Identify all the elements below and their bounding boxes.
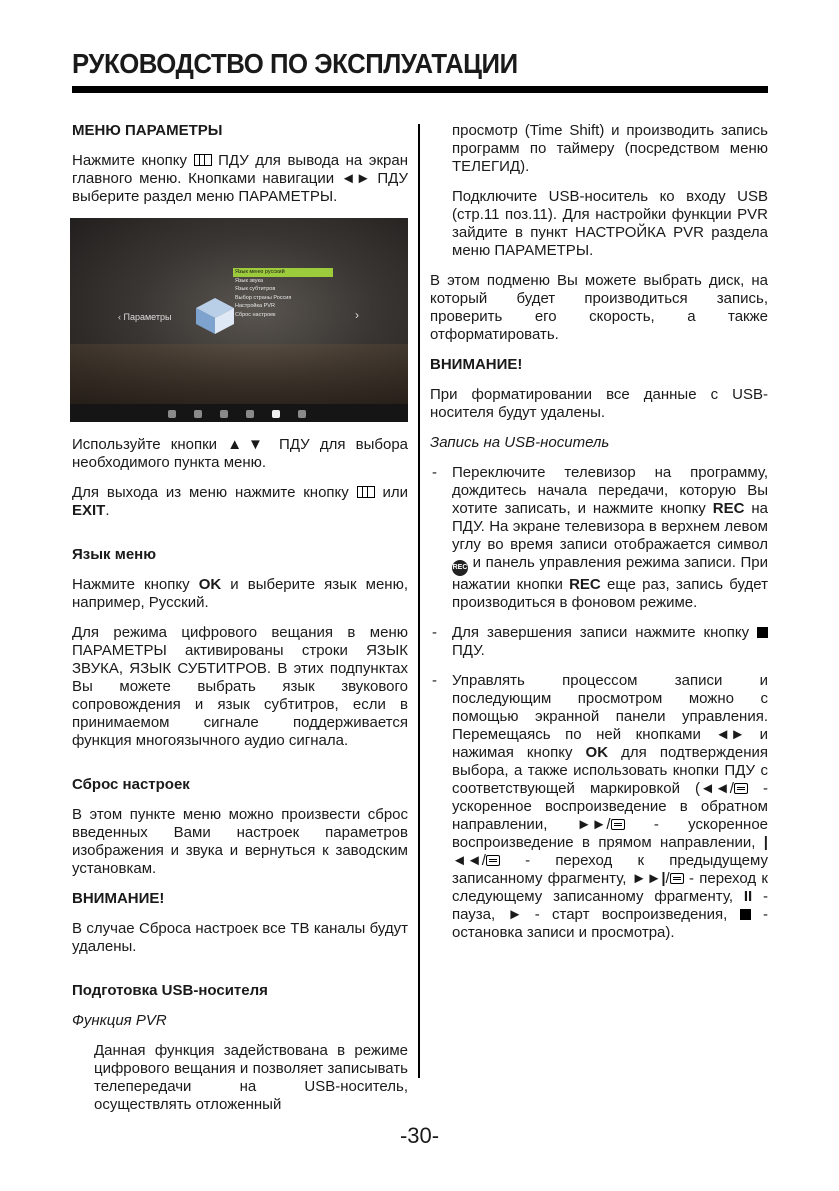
teletext-button-icon: [670, 873, 684, 884]
heading-warning: ВНИМАНИЕ!: [430, 356, 523, 373]
heading-language: Язык меню: [72, 546, 157, 563]
reset-text: В этом пункте меню можно произвести сброс введенных Вами настроек параметров изображения и звука и вернуться к заводским установкам.: [72, 806, 408, 877]
page-title: РУКОВОДСТВО ПО ЭКСПЛУАТАЦИИ: [72, 48, 518, 79]
teletext-button-icon: [611, 819, 625, 830]
screen-dock-bar: [70, 404, 408, 422]
play-icon: ►: [507, 906, 523, 923]
dock-icon: [220, 410, 228, 418]
teletext-button-icon: [734, 783, 748, 794]
language-text: Нажмите кнопку OK и выберите язык меню, например, Русский.: [72, 576, 408, 611]
screen-menu-item: Язык субтитров: [235, 286, 276, 292]
court-floor: [70, 344, 408, 404]
exit-text: Для выхода из меню нажмите кнопку или EXIT.: [72, 484, 408, 519]
dock-icon: [298, 410, 306, 418]
rewind-icon: ◄◄: [700, 780, 730, 797]
tv-menu-screenshot: [70, 218, 408, 422]
usb-connect-text: Подключите USB-носитель ко входу USB (стр.11 поз.11). Для настройки функции PVR зайдите в пункт НАСТРОЙКА PVR раздела меню ПАРАМЕТРЫ.: [452, 188, 768, 259]
heading-reset: Сброс настроек: [72, 776, 190, 793]
pvr-subtitle: Функция PVR: [72, 1012, 167, 1029]
fast-forward-icon: ►►: [576, 816, 607, 833]
params-text: Нажмите кнопку ПДУ для вывода на экран главного меню. Кнопками навигации ◄► ПДУ выберите раздел меню ПАРАМЕТРЫ.: [72, 152, 408, 205]
dock-icon: [246, 410, 254, 418]
digital-text: Для режима цифрового вещания в меню ПАРАМЕТРЫ активированы строки ЯЗЫК ЗВУКА, ЯЗЫК СУБТИТРОВ. В этих подпунктах Вы можете выбрать язык звукового сопровождения и язык субтитров, если в принимаемом сигнале поддерживается функция многоязычного аудио сигнала.: [72, 624, 408, 749]
left-column: [72, 122, 408, 1126]
menu-button-icon: [194, 154, 212, 166]
stop-icon: [740, 909, 751, 920]
teletext-button-icon: [486, 855, 500, 866]
heading-params: МЕНЮ ПАРАМЕТРЫ: [72, 122, 223, 139]
nav-text: Используйте кнопки ▲▼ ПДУ для выбора необходимого пункта меню.: [72, 436, 408, 471]
right-column: [430, 122, 768, 954]
screen-nav-right: ›: [355, 308, 359, 322]
next-icon: ►►|: [631, 870, 666, 887]
pause-icon: II: [743, 888, 753, 905]
column-divider: [418, 124, 420, 1078]
dock-icon: [272, 410, 280, 418]
title-rule: [72, 86, 768, 93]
heading-usb: Подготовка USB-носителя: [72, 982, 268, 999]
screen-menu-item: Выбор страны Россия: [235, 294, 292, 301]
warning-text: В случае Сброса настроек все ТВ каналы будут удалены.: [72, 920, 408, 955]
rec-subtitle: Запись на USB-носитель: [430, 434, 610, 451]
previous-icon: |◄◄: [452, 834, 768, 869]
heading-warning: ВНИМАНИЕ!: [72, 890, 165, 907]
format-warning-text: При форматировании все данные с USB-носителя будут удалены.: [430, 386, 768, 421]
timeshift-text: просмотр (Time Shift) и производить запись программ по таймеру (посредством меню ТЕЛЕГИД).: [452, 122, 768, 175]
pvr-text: Данная функция задействована в режиме цифрового вещания и позволяет записывать телепередачи на USB-носитель, осуществлять отложенный: [94, 1042, 408, 1113]
screen-menu-item: Настройка PVR: [235, 303, 275, 309]
dock-icon: [194, 410, 202, 418]
rec-icon: REC: [452, 560, 468, 576]
screen-menu-item: Язык меню русский: [233, 268, 333, 277]
submenu-text: В этом подменю Вы можете выбрать диск, на который будет производиться запись, проверить его скорость, а также отформатировать.: [430, 272, 768, 343]
list-item: - Управлять процессом записи и последующим просмотром можно с помощью экранной панели управления. Перемещаясь по ней кнопками ◄► и нажимая кнопку OK для подтверждения выбора, а также использовать кнопки ПДУ с соответствующей маркировкой (◄◄/ - ускоренное воспроизведение в обратном направлении, ►►/ - ускоренное воспроизведение в прямом направлении, |◄◄/ - переход к предыдущему записанному фрагменту, ►►|/ - переход к следующему записанному фрагменту, II - пауза, ► - старт воспроизведения, - остановка записи и просмотра).: [432, 672, 768, 941]
page-number: -30-: [399, 1123, 440, 1148]
list-item: - Для завершения записи нажмите кнопку ПДУ.: [430, 624, 768, 660]
stop-icon: [757, 627, 768, 638]
dock-icon: [168, 410, 176, 418]
screen-menu-item: Сброс настроек: [235, 311, 276, 318]
screen-menu-item: Язык звука: [235, 277, 264, 284]
menu-button-icon: [357, 486, 375, 498]
screen-nav-label: ‹ Параметры: [118, 312, 172, 322]
screen-menu-list: [233, 268, 333, 319]
list-item: - Переключите телевизор на программу, дождитесь начала передачи, которую Вы хотите записать, и нажмите кнопку REC на ПДУ. На экране телевизора в верхнем левом углу во время записи отображается символ REC и панель управления режима записи. При нажатии кнопки REC еще раз, запись будет производиться в фоновом режиме.: [432, 464, 769, 611]
